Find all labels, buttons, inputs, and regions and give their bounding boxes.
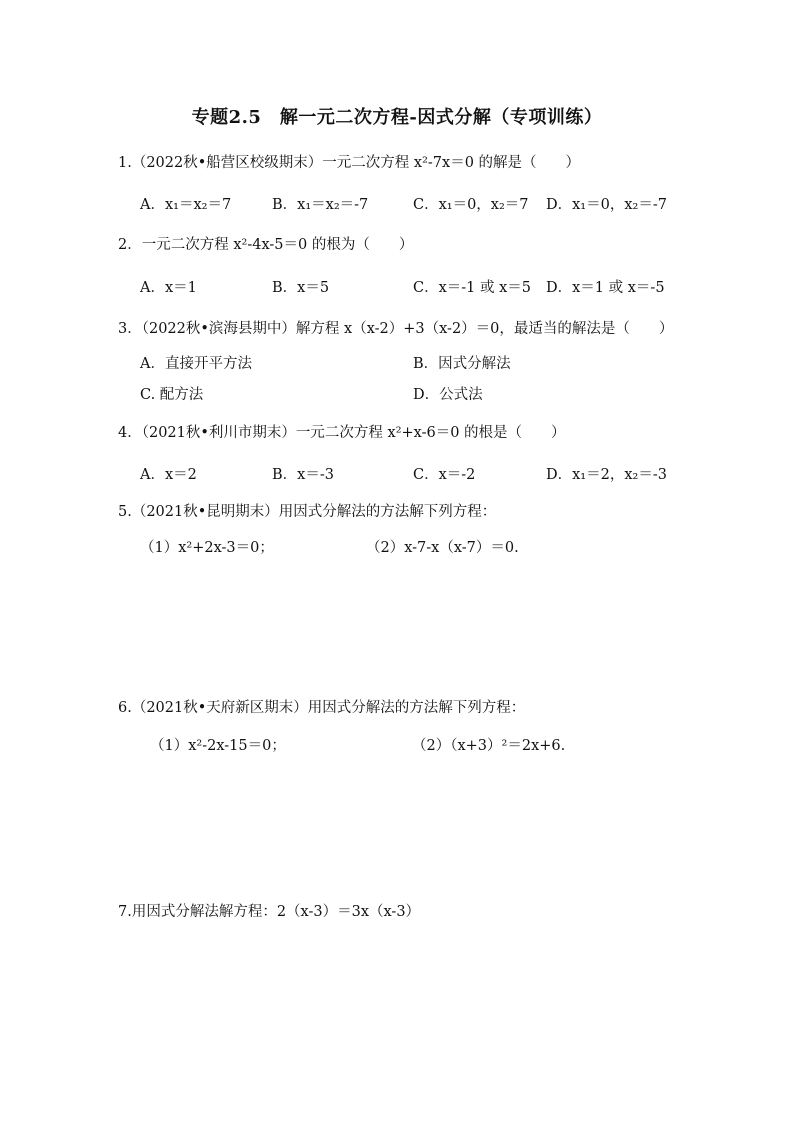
- question-6-part-2: （2）（x+3）²＝2x+6.: [412, 738, 566, 754]
- page-title: 专题2.5 解一元二次方程-因式分解（专项训练）: [191, 107, 603, 128]
- question-6-stem: 6.（2021秋•天府新区期末）用因式分解法的方法解下列方程：: [118, 700, 526, 716]
- question-1-option-d: D．x₁＝0，x₂＝-7: [546, 197, 667, 213]
- question-2-option-a: A．x＝1: [140, 280, 197, 296]
- question-5-stem: 5.（2021秋•昆明期末）用因式分解法的方法解下列方程：: [118, 504, 497, 520]
- question-7-stem: 7.用因式分解法解方程：2（x-3）＝3x（x-3）: [118, 904, 421, 920]
- question-1-option-c: C．x₁＝0，x₂＝7: [413, 197, 529, 213]
- question-2-option-c: C．x＝-1 或 x＝5: [413, 280, 532, 296]
- question-4-stem: 4．（2021秋•利川市期末）一元二次方程 x²+x-6＝0 的根是（ ）: [118, 425, 566, 441]
- question-3-option-c: C. 配方法: [140, 387, 204, 403]
- question-5-part-1: （1）x²+2x-3＝0；: [140, 540, 274, 556]
- question-5-part-2: （2）x-7-x（x-7）＝0.: [366, 540, 519, 556]
- question-1-option-b: B．x₁＝x₂＝-7: [272, 197, 369, 213]
- question-2-option-d: D．x＝1 或 x＝-5: [546, 280, 665, 296]
- question-4-option-c: C．x＝-2: [413, 467, 476, 483]
- question-3-option-b: B．因式分解法: [413, 356, 511, 372]
- question-2-option-b: B．x＝5: [272, 280, 330, 296]
- question-4-option-d: D．x₁＝2，x₂＝-3: [546, 467, 667, 483]
- question-3-stem: 3．（2022秋•滨海县期中）解方程 x（x-2）+3（x-2）＝0，最适当的解法是（ ）: [118, 321, 674, 337]
- question-3-option-a: A．直接开平方法: [140, 356, 252, 372]
- question-2-stem: 2．一元二次方程 x²-4x-5＝0 的根为（ ）: [118, 237, 414, 253]
- question-1-stem: 1.（2022秋•船营区校级期末）一元二次方程 x²-7x＝0 的解是（ ）: [118, 155, 581, 171]
- question-6-part-1: （1）x²-2x-15＝0；: [150, 738, 286, 754]
- question-1-option-a: A．x₁＝x₂＝7: [140, 197, 232, 213]
- question-3-option-d: D．公式法: [413, 387, 483, 403]
- question-4-option-a: A．x＝2: [140, 467, 197, 483]
- question-4-option-b: B．x＝-3: [272, 467, 334, 483]
